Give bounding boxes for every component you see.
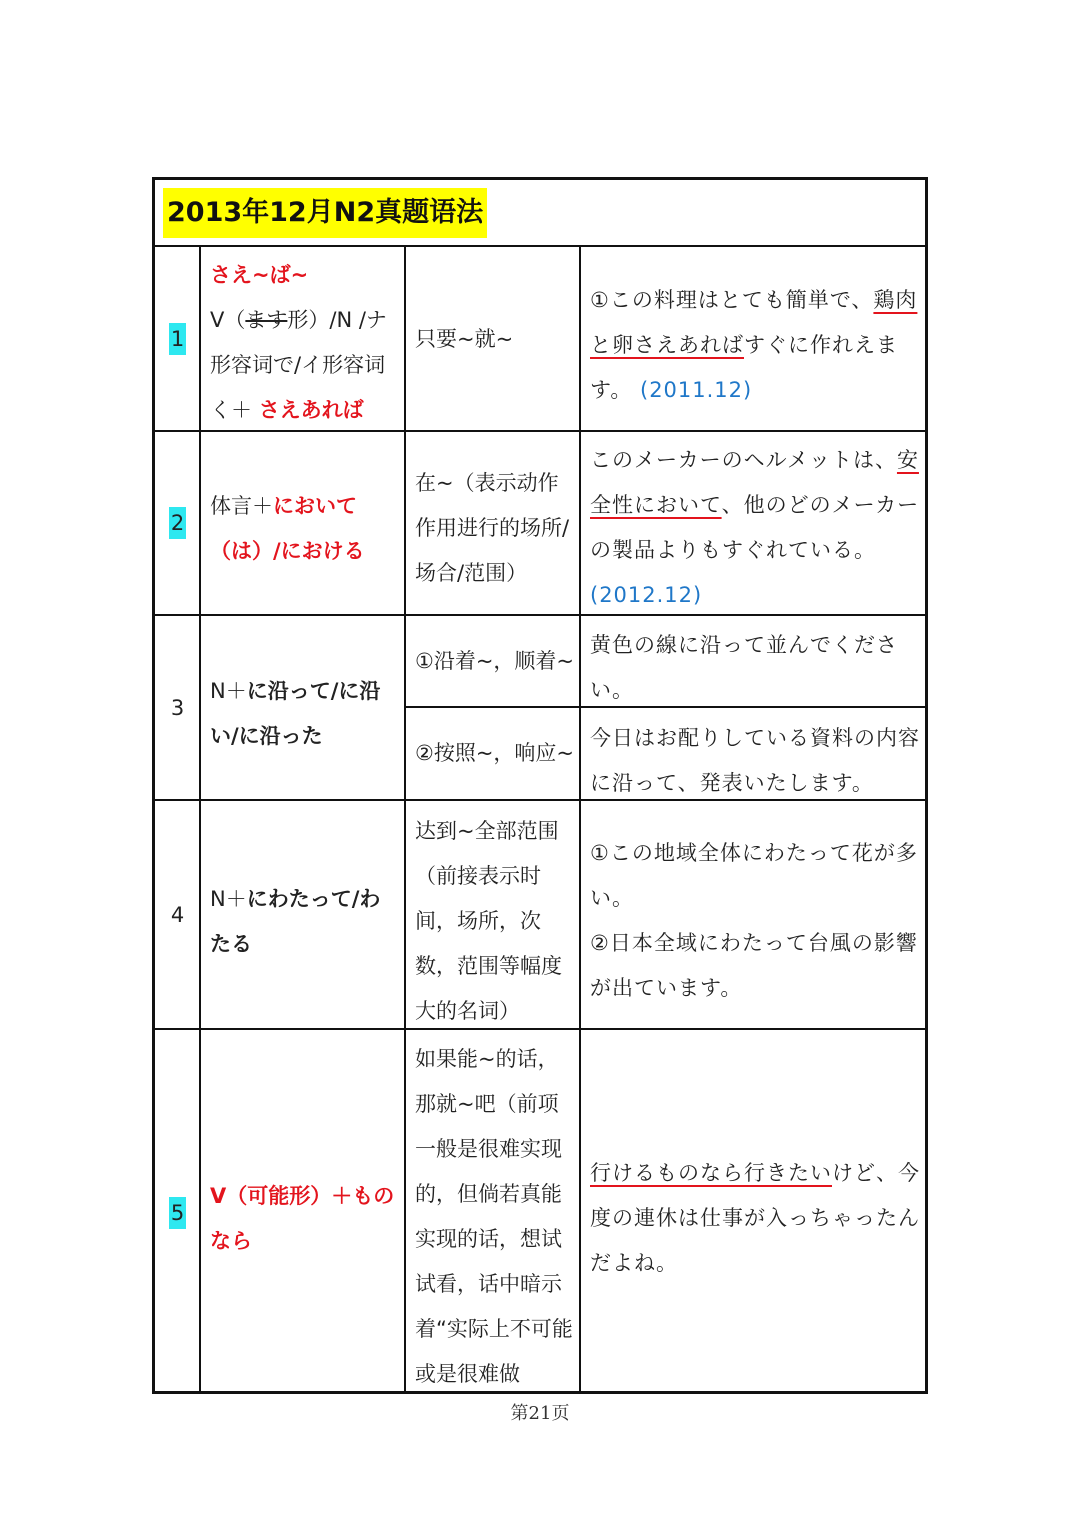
example-cell: ①この地域全体にわたって花が多い。 ②日本全域にわたって台風の影響が出ています。 [590,841,918,1000]
page-number: 第21页 [510,1403,570,1424]
meaning-cell: 只要~就~ [415,326,514,351]
grammar-pattern: 体言＋において（は）/における [210,494,365,563]
example-cell: 行けるものなら行きたいけど、今度の連休は仕事が入っちゃったんだよね。 [590,1161,920,1275]
title-cell [163,188,487,238]
meaning-cell: ①沿着~，顺着~ [415,649,575,673]
meaning-cell: 在~（表示动作作用进行的场所/场合/范围） [415,471,570,585]
grammar-table [152,177,928,1394]
example-cell: ①この料理はとても簡単で、鶏肉と卵さえあればすぐに作れえます。 (2011.12) [590,288,918,402]
meaning-cell: 达到~全部范围（前接表示时间，场所，次数，范围等幅度大的名词） [415,819,562,1023]
grammar-pattern: さえ~ば~ V（ます形）/N /ナ形容词で/イ形容词く＋ さえあれば [210,263,387,422]
grammar-pattern: V（可能形）＋ものなら [210,1184,395,1253]
page-title: 2013年12月N2真题语法 [163,188,487,238]
col-divider [404,246,406,1391]
row-number: 5 [155,1030,200,1397]
row-number: 1 [155,247,200,431]
row-number: 3 [170,696,185,720]
meaning-cell: 如果能~的话，那就~吧（前项一般是很难实现的，但倘若真能实现的话，想试试看，话中暗示着“实际上不可能或是很难做 [415,1047,573,1386]
row-number: 2 [155,432,200,615]
example-cell: 今日はお配りしている資料の内容に沿って、発表いたします。 [590,726,920,795]
row-number: 4 [170,903,185,927]
meaning-cell: ②按照~，响应~ [415,741,575,765]
col-divider [579,246,581,1391]
example-cell: 黄色の線に沿って並んでください。 [590,633,898,702]
grammar-pattern: N＋に沿って/に沿い/に沿った [210,679,381,748]
example-cell: このメーカーのヘルメットは、安全性において、他のどのメーカーの製品よりもすぐれている。 (2012.12) [590,448,920,607]
grammar-pattern: N＋にわたって/わたる [210,887,381,956]
